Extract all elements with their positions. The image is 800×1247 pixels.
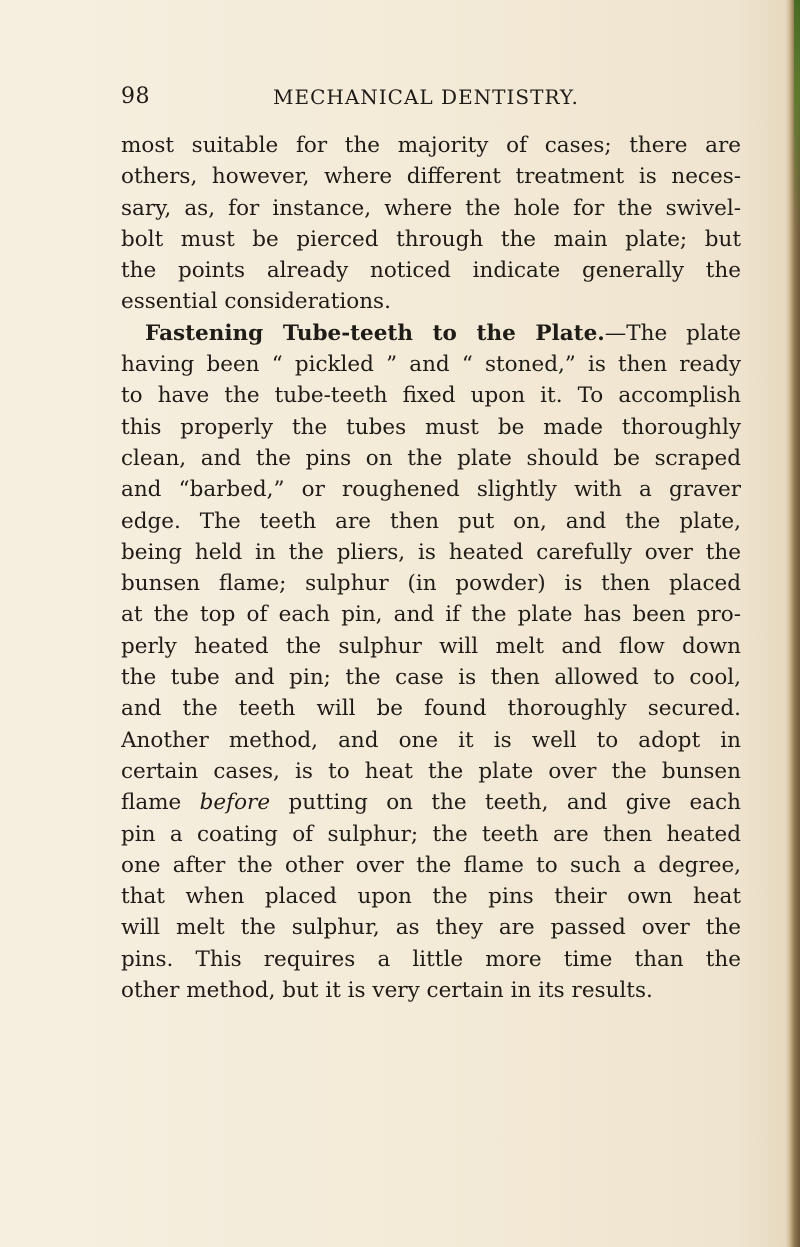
text-line: other method, but it is very certain in its results. — [121, 978, 653, 1004]
text-line: this properly the tubes must be made thoroughly — [121, 414, 741, 440]
running-head — [121, 83, 741, 111]
text-line: certain cases, is to heat the plate over the bunsen — [121, 758, 741, 784]
text-line: clean, and the pins on the plate should be scraped — [121, 445, 741, 471]
text-line: Another method, and one it is well to adopt in — [121, 727, 741, 753]
italic-word: before — [199, 790, 271, 816]
section-heading-rest: —The plate — [604, 320, 741, 346]
text-line: having been “ pickled ” and “ stoned,” is then ready — [121, 352, 741, 378]
page-edge-mark — [794, 0, 800, 230]
text-line: essential considerations. — [121, 289, 391, 315]
body-text — [121, 130, 741, 1006]
text-line: one after the other over the flame to such a degree, — [121, 852, 741, 878]
text-line: being held in the pliers, is heated carefully over the — [121, 539, 741, 565]
page-number: 98 — [121, 84, 150, 109]
text-line-with-italic — [121, 787, 741, 818]
text-line: edge. The teeth are then put on, and the plate, — [121, 508, 741, 534]
text-line: most suitable for the majority of cases; there are — [121, 133, 741, 158]
text-line: perly heated the sulphur will melt and flow down — [121, 633, 741, 659]
running-title: MECHANICAL DENTISTRY. — [273, 85, 579, 109]
section-heading: Fastening Tube-teeth to the Plate. — [145, 320, 605, 346]
text-line: at the top of each pin, and if the plate has been pro- — [121, 602, 741, 628]
text-line: pin a coating of sulphur; the teeth are then heated — [121, 821, 741, 847]
text-line: sary, as, for instance, where the hole for the swivel- — [121, 195, 741, 221]
italic-line-end: putting on the teeth, and give each — [270, 790, 741, 816]
text-line: the tube and pin; the case is then allowed to cool, — [121, 665, 741, 691]
text-line: the points already noticed indicate generally the — [121, 258, 741, 284]
text-line: and the teeth will be found thoroughly secured. — [121, 696, 741, 722]
italic-line-start: flame — [121, 790, 200, 816]
text-line: and “barbed,” or roughened slightly with a graver — [121, 477, 741, 503]
text-line: others, however, where different treatment is neces- — [121, 164, 741, 190]
text-line: pins. This requires a little more time than the — [121, 946, 741, 972]
text-line: bunsen flame; sulphur (in powder) is then placed — [121, 571, 741, 597]
section-heading-line — [121, 318, 741, 349]
text-line: to have the tube-teeth fixed upon it. To accomplish — [121, 383, 741, 409]
text-line: will melt the sulphur, as they are passed over the — [121, 915, 741, 941]
text-line: bolt must be pierced through the main plate; but — [121, 226, 741, 252]
text-line: that when placed upon the pins their own heat — [121, 884, 741, 910]
